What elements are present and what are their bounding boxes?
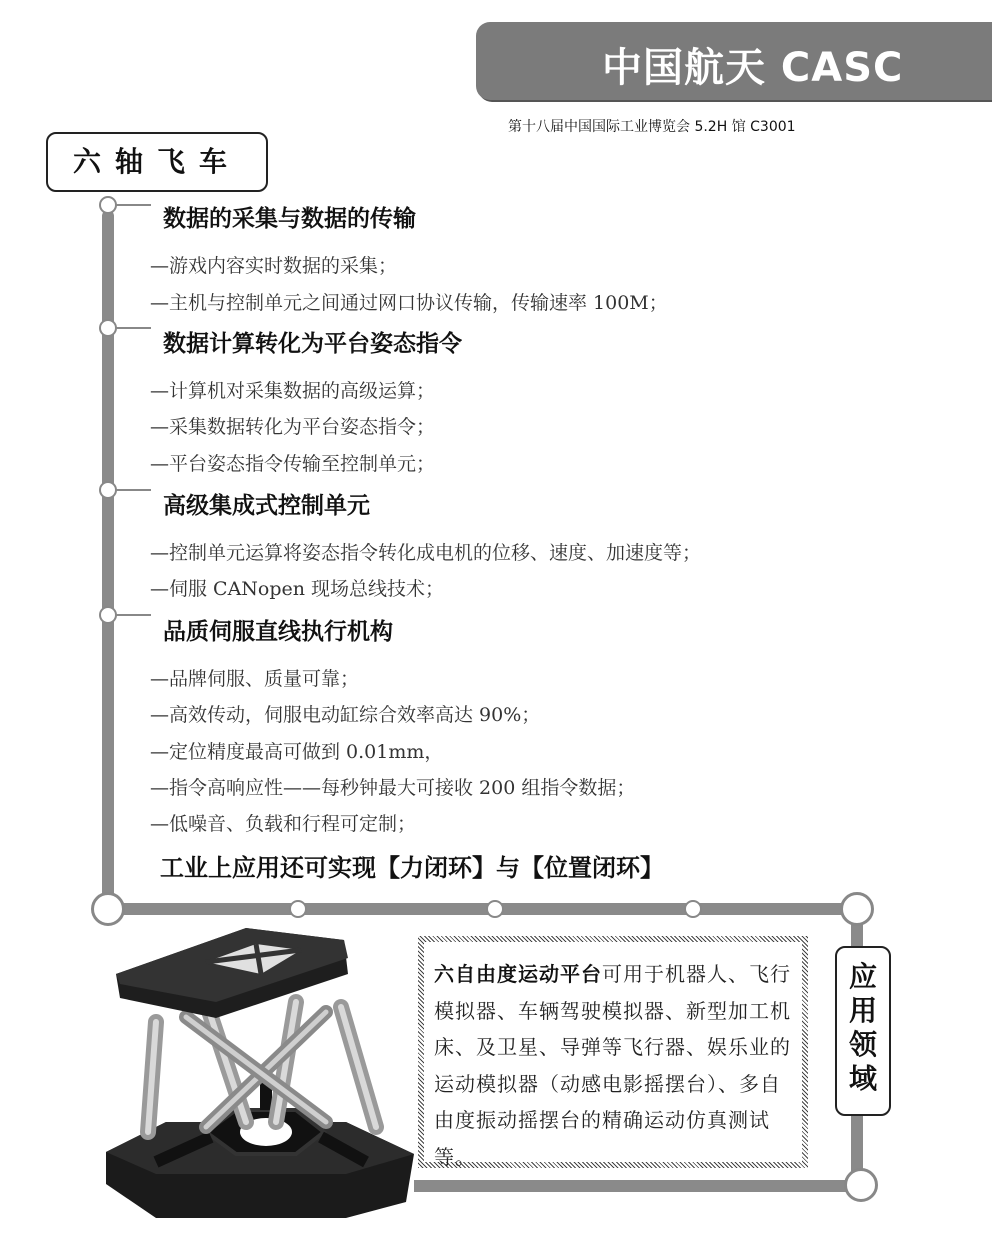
- timeline-connector: [115, 327, 151, 329]
- final-statement: 工业上应用还可实现【力闭环】与【位置闭环】: [160, 854, 664, 882]
- product-title: 六轴飞车: [72, 145, 241, 178]
- timeline-connector: [115, 614, 151, 616]
- product-title-box: [46, 132, 268, 192]
- timeline-connector: [115, 204, 151, 206]
- timeline-node-large: [840, 892, 874, 926]
- expo-info: 第十八届中国国际工业博览会 5.2H 馆 C3001: [508, 119, 796, 135]
- list-item: —控制单元运算将姿态指令转化成电机的位移、速度、加速度等；: [150, 542, 702, 564]
- timeline-node: [289, 900, 307, 918]
- timeline-horizontal: [104, 903, 858, 915]
- hexapod-platform-image: [96, 922, 416, 1222]
- application-body: 可用于机器人、飞行模拟器、车辆驾驶模拟器、新型加工机床、及卫星、导弹等飞行器、娱乐业的运动模拟器（动感电影摇摆台）、多自由度振动摇摆台的精确运动仿真测试等。: [434, 962, 791, 1169]
- application-label: 应 用 领 域: [848, 960, 877, 1095]
- list-item: —平台姿态指令传输至控制单元；: [150, 453, 436, 475]
- timeline-node: [486, 900, 504, 918]
- list-item: —低噪音、负载和行程可定制；: [150, 813, 417, 835]
- list-item: —高效传动，伺服电动缸综合效率高达 90%；: [150, 704, 541, 726]
- section-title: 品质伺服直线执行机构: [163, 619, 393, 645]
- timeline-node-large: [91, 892, 125, 926]
- list-item: —游戏内容实时数据的采集；: [150, 255, 398, 277]
- application-description: [434, 956, 800, 1175]
- application-label-box: [835, 946, 891, 1116]
- section-title: 数据的采集与数据的传输: [163, 206, 416, 232]
- list-item: —计算机对采集数据的高级运算；: [150, 380, 436, 402]
- list-item: —品牌伺服、质量可靠；: [150, 668, 360, 690]
- timeline-node: [684, 900, 702, 918]
- section-title: 数据计算转化为平台姿态指令: [163, 331, 462, 357]
- application-lead: 六自由度运动平台: [434, 962, 602, 986]
- list-item: —指令高响应性——每秒钟最大可接收 200 组指令数据；: [150, 777, 636, 799]
- list-item: —定位精度最高可做到 0.01mm，: [150, 741, 444, 763]
- timeline-node-large: [844, 1168, 878, 1202]
- timeline-bottom: [414, 1180, 858, 1192]
- timeline-connector: [115, 489, 151, 491]
- list-item: —采集数据转化为平台姿态指令；: [150, 416, 436, 438]
- application-description-box: [418, 936, 808, 1168]
- list-item: —伺服 CANopen 现场总线技术；: [150, 578, 445, 600]
- section-title: 高级集成式控制单元: [163, 493, 370, 519]
- brand-title: 中国航天 CASC: [602, 45, 904, 91]
- timeline-vertical: [102, 210, 114, 900]
- list-item: —主机与控制单元之间通过网口协议传输，传输速率 100M；: [150, 292, 668, 314]
